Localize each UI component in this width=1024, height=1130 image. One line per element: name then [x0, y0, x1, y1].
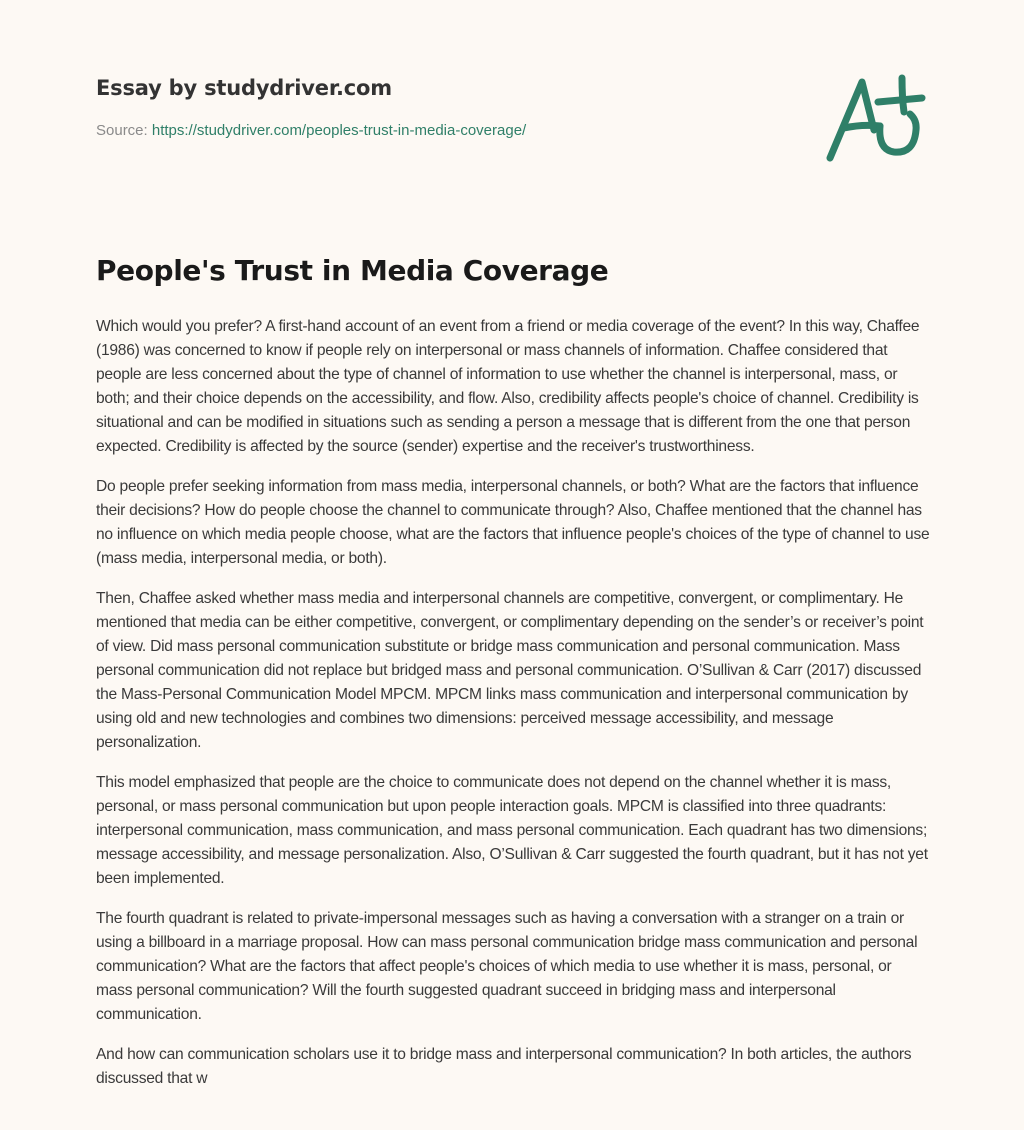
brand-title: Essay by studydriver.com	[96, 76, 392, 100]
source-line	[96, 122, 928, 139]
site-header	[96, 76, 928, 139]
article-title: People's Trust in Media Coverage	[96, 254, 609, 287]
paragraph: The fourth quadrant is related to private-impersonal messages such as having a conversation with a stranger on a train or using a billboard in a marriage proposal. How can mass personal communication bridge mass communication and personal communication? What are the factors that affect people's choices of which media to use whether it is mass, personal, or mass personal communication? Will the fourth suggested quadrant succeed in bridging mass and interpersonal communication.	[96, 910, 918, 1023]
paragraph: This model emphasized that people are the choice to communicate does not depend on the channel whether it is mass, personal, or mass personal communication but upon people interaction goals. MPCM is classified into three quadrants: interpersonal communication, mass communication, and mass personal communication. Each quadrant has two dimensions; message accessibility, and message personalization. Also, O’Sullivan & Carr suggested the fourth quadrant, but it has not yet been implemented.	[96, 774, 928, 887]
paragraph: Do people prefer seeking information from mass media, interpersonal channels, or both? What are the factors that influence their decisions? How do people choose the channel to communicate through? Also, Chaffee mentioned that the channel has no influence on which media people choose, what are the factors that influence people's choices of the type of channel to use (mass media, interpersonal media, or both).	[96, 478, 930, 567]
article-body	[96, 315, 931, 1107]
source-label: Source:	[96, 122, 152, 139]
source-link[interactable]: https://studydriver.com/peoples-trust-in-media-coverage/	[151, 122, 527, 139]
paragraph: Then, Chaffee asked whether mass media and interpersonal channels are competitive, convergent, or complimentary. He mentioned that media can be either competitive, convergent, or complimentary depending on the sender’s or receiver’s point of view. Did mass personal communication substitute or bridge mass communication and personal communication. Mass personal communication did not replace but bridged mass and personal communication. O’Sullivan & Carr (2017) discussed the Mass-Personal Communication Model MPCM. MPCM links mass communication and interpersonal communication by using old and new technologies and combines two dimensions: perceived message accessibility, and message personalization.	[96, 590, 924, 751]
a-plus-icon	[822, 68, 932, 168]
paragraph: And how can communication scholars use it to bridge mass and interpersonal communication? In both articles, the authors discussed that w	[96, 1046, 912, 1087]
paragraph: Which would you prefer? A first-hand account of an event from a friend or media coverage of the event? In this way, Chaffee (1986) was concerned to know if people rely on interpersonal or mass channels of information. Chaffee considered that people are less concerned about the type of channel of information to use whether the channel is interpersonal, mass, or both; and their choice depends on the accessibility, and flow. Also, credibility affects people's choice of channel. Credibility is situational and can be modified in situations such as sending a person a message that is different from the one that person expected. Credibility is affected by the source (sender) expertise and the receiver's trustworthiness.	[96, 318, 920, 455]
